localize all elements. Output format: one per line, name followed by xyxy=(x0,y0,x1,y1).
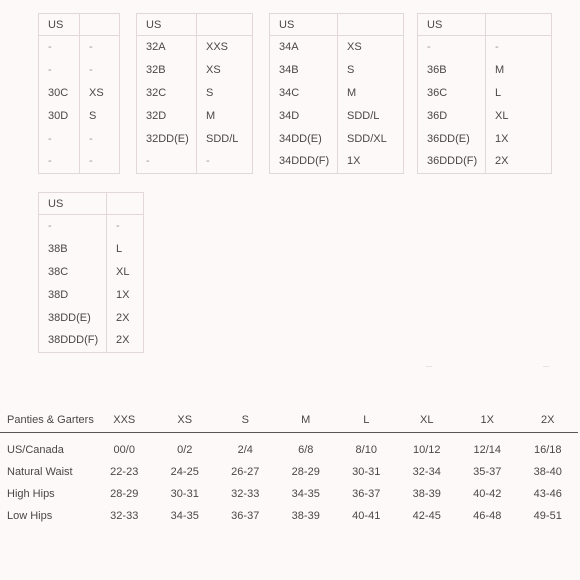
bra-table-header-cell xyxy=(80,14,120,36)
bra-band-cup-cell: 38B xyxy=(39,238,107,261)
bra-band-cup-cell: 32D xyxy=(137,104,197,127)
bra-band-cup-cell: 32C xyxy=(137,82,197,105)
panties-row-label: Low Hips xyxy=(7,510,53,522)
bra-band-cup-cell: 34D xyxy=(270,104,338,127)
bra-table-header-row xyxy=(270,14,404,36)
bra-band-cup-cell: - xyxy=(39,36,80,59)
panties-value-cell: 38-39 xyxy=(412,488,441,500)
bra-band-cup-cell: 34C xyxy=(270,82,338,105)
panties-value-cell: 36-37 xyxy=(231,510,260,522)
bra-band-cup-cell: - xyxy=(137,150,197,173)
bra-table-header-cell xyxy=(338,14,404,36)
bra-size-cell: M xyxy=(486,59,552,82)
bra-table-row xyxy=(270,104,404,127)
bra-band-cup-cell: 34B xyxy=(270,59,338,82)
bra-band-cup-cell: 34DDD(F) xyxy=(270,150,338,173)
bra-size-cell: 1X xyxy=(338,150,404,173)
bra-table-row xyxy=(418,59,552,82)
faint-mark-right: — xyxy=(543,364,549,370)
bra-band-cup-cell: - xyxy=(418,36,486,59)
bra-table-row xyxy=(39,306,144,329)
panties-value-cell: 16/18 xyxy=(533,444,562,456)
bra-size-table-30 xyxy=(38,13,120,174)
bra-band-cup-cell: 30D xyxy=(39,104,80,127)
bra-size-cell: - xyxy=(197,150,253,173)
bra-table-row xyxy=(137,82,253,105)
bra-table-row xyxy=(39,261,144,284)
bra-table-row xyxy=(137,150,253,173)
bra-band-cup-cell: 38DDD(F) xyxy=(39,329,107,352)
bra-table-row xyxy=(270,36,404,59)
panties-value-cell: 30-31 xyxy=(352,466,381,478)
bra-table-row xyxy=(39,59,120,82)
bra-band-cup-cell: 38DD(E) xyxy=(39,306,107,329)
bra-size-cell: XL xyxy=(107,261,144,284)
bra-table-row xyxy=(418,104,552,127)
bra-band-cup-cell: 34DD(E) xyxy=(270,127,338,150)
bra-size-cell: 2X xyxy=(486,150,552,173)
bra-table-header-row xyxy=(418,14,552,36)
bra-size-cell: S xyxy=(197,82,253,105)
bra-table-row xyxy=(137,36,253,59)
bra-table-header-cell xyxy=(486,14,552,36)
panties-header-cell: L xyxy=(336,408,397,433)
bra-table-row xyxy=(39,150,120,173)
panties-header-cell: 1X xyxy=(457,408,518,433)
bra-size-cell: SDD/L xyxy=(197,127,253,150)
bra-table-header-cell xyxy=(107,193,144,215)
panties-header-cell: M xyxy=(276,408,337,433)
panties-value-cell: 36-37 xyxy=(352,488,381,500)
bra-size-cell: S xyxy=(80,104,120,127)
bra-table-header-cell: US xyxy=(270,14,338,36)
bra-band-cup-cell: - xyxy=(39,59,80,82)
panties-value-cell: 38-40 xyxy=(533,466,562,478)
bra-size-cell: - xyxy=(80,59,120,82)
panties-value-cell: 12/14 xyxy=(473,444,502,456)
bra-table-row xyxy=(270,150,404,173)
bra-table-header-cell: US xyxy=(418,14,486,36)
bra-table-row xyxy=(39,127,120,150)
panties-header-cell: 2X xyxy=(518,408,579,433)
panties-value-cell: 00/0 xyxy=(113,444,135,456)
bra-size-cell: XS xyxy=(197,59,253,82)
bra-size-cell: 1X xyxy=(107,283,144,306)
bra-table-header-cell: US xyxy=(137,14,197,36)
panties-value-cell: 32-33 xyxy=(110,510,139,522)
panties-value-cell: 2/4 xyxy=(237,444,253,456)
panties-row xyxy=(0,433,578,462)
panties-row-label: US/Canada xyxy=(7,444,64,456)
bra-size-cell: 2X xyxy=(107,306,144,329)
panties-row-label: Natural Waist xyxy=(7,466,73,478)
bra-band-cup-cell: 38C xyxy=(39,261,107,284)
bra-size-cell: 1X xyxy=(486,127,552,150)
panties-row-label: High Hips xyxy=(7,488,55,500)
bra-table-row xyxy=(39,104,120,127)
bra-table-header-row xyxy=(137,14,253,36)
bra-band-cup-cell: 32B xyxy=(137,59,197,82)
panties-value-cell: 38-39 xyxy=(291,510,320,522)
bra-size-cell: - xyxy=(486,36,552,59)
panties-value-cell: 22-23 xyxy=(110,466,139,478)
bra-band-cup-cell: 34A xyxy=(270,36,338,59)
bra-size-cell: - xyxy=(80,127,120,150)
bra-band-cup-cell: 32DD(E) xyxy=(137,127,197,150)
bra-size-cell: - xyxy=(107,215,144,238)
bra-size-cell: XS xyxy=(338,36,404,59)
bra-table-row xyxy=(39,283,144,306)
bra-table-header-cell: US xyxy=(39,14,80,36)
bra-table-row xyxy=(270,59,404,82)
panties-value-cell: 26-27 xyxy=(231,466,260,478)
bra-table-row xyxy=(137,127,253,150)
panties-value-cell: 34-35 xyxy=(170,510,199,522)
bra-table-row xyxy=(137,104,253,127)
faint-mark-left: — xyxy=(426,364,432,370)
panties-value-cell: 40-41 xyxy=(352,510,381,522)
bra-table-header-row xyxy=(39,193,144,215)
panties-value-cell: 35-37 xyxy=(473,466,502,478)
bra-size-cell: XL xyxy=(486,104,552,127)
bra-table-row xyxy=(39,36,120,59)
bra-size-cell: SDD/L xyxy=(338,104,404,127)
panties-value-cell: 30-31 xyxy=(170,488,199,500)
bra-table-row xyxy=(270,127,404,150)
bra-table-header-cell: US xyxy=(39,193,107,215)
bra-size-cell: L xyxy=(486,82,552,105)
bra-band-cup-cell: - xyxy=(39,215,107,238)
bra-size-cell: L xyxy=(107,238,144,261)
bra-size-table-32 xyxy=(136,13,253,174)
panties-value-cell: 8/10 xyxy=(355,444,377,456)
bra-size-cell: - xyxy=(80,36,120,59)
panties-header-row xyxy=(0,408,578,433)
bra-size-table-34 xyxy=(269,13,404,174)
bra-size-cell: XS xyxy=(80,82,120,105)
panties-header-cell: XXS xyxy=(94,408,155,433)
bra-table-header-cell xyxy=(197,14,253,36)
panties-garters-size-table xyxy=(0,408,578,527)
panties-value-cell: 28-29 xyxy=(110,488,139,500)
bra-size-cell: XXS xyxy=(197,36,253,59)
bra-table-header-row xyxy=(39,14,120,36)
bra-band-cup-cell: 36DDD(F) xyxy=(418,150,486,173)
panties-header-cell: Panties & Garters xyxy=(0,408,94,433)
panties-header-cell: S xyxy=(215,408,276,433)
panties-value-cell: 34-35 xyxy=(291,488,320,500)
panties-value-cell: 42-45 xyxy=(412,510,441,522)
bra-band-cup-cell: - xyxy=(39,150,80,173)
bra-band-cup-cell: 36DD(E) xyxy=(418,127,486,150)
bra-table-row xyxy=(39,238,144,261)
bra-table-row xyxy=(39,215,144,238)
bra-table-row xyxy=(39,329,144,352)
panties-value-cell: 43-46 xyxy=(533,488,562,500)
bra-size-cell: 2X xyxy=(107,329,144,352)
bra-table-row xyxy=(418,127,552,150)
panties-value-cell: 40-42 xyxy=(473,488,502,500)
bra-size-cell: S xyxy=(338,59,404,82)
panties-row xyxy=(0,483,578,505)
panties-value-cell: 32-34 xyxy=(412,466,441,478)
panties-header-cell: XS xyxy=(155,408,216,433)
bra-table-row xyxy=(418,36,552,59)
bra-table-row xyxy=(418,82,552,105)
bra-size-cell: M xyxy=(338,82,404,105)
panties-value-cell: 49-51 xyxy=(533,510,562,522)
bra-band-cup-cell: 30C xyxy=(39,82,80,105)
bra-table-row xyxy=(418,150,552,173)
panties-value-cell: 6/8 xyxy=(298,444,314,456)
panties-header-cell: XL xyxy=(397,408,458,433)
panties-value-cell: 46-48 xyxy=(473,510,502,522)
panties-value-cell: 24-25 xyxy=(170,466,199,478)
bra-table-row xyxy=(270,82,404,105)
bra-size-cell: M xyxy=(197,104,253,127)
bra-band-cup-cell: 36D xyxy=(418,104,486,127)
bra-band-cup-cell: 36C xyxy=(418,82,486,105)
bra-size-table-36 xyxy=(417,13,552,174)
bra-table-row xyxy=(39,82,120,105)
bra-band-cup-cell: 36B xyxy=(418,59,486,82)
bra-band-cup-cell: 38D xyxy=(39,283,107,306)
bra-table-row xyxy=(137,59,253,82)
panties-value-cell: 28-29 xyxy=(291,466,320,478)
panties-row xyxy=(0,461,578,483)
panties-row xyxy=(0,505,578,527)
bra-size-cell: - xyxy=(80,150,120,173)
panties-value-cell: 32-33 xyxy=(231,488,260,500)
bra-band-cup-cell: - xyxy=(39,127,80,150)
panties-value-cell: 0/2 xyxy=(177,444,193,456)
bra-band-cup-cell: 32A xyxy=(137,36,197,59)
panties-value-cell: 10/12 xyxy=(412,444,441,456)
bra-size-cell: SDD/XL xyxy=(338,127,404,150)
bra-size-table-38 xyxy=(38,192,144,353)
